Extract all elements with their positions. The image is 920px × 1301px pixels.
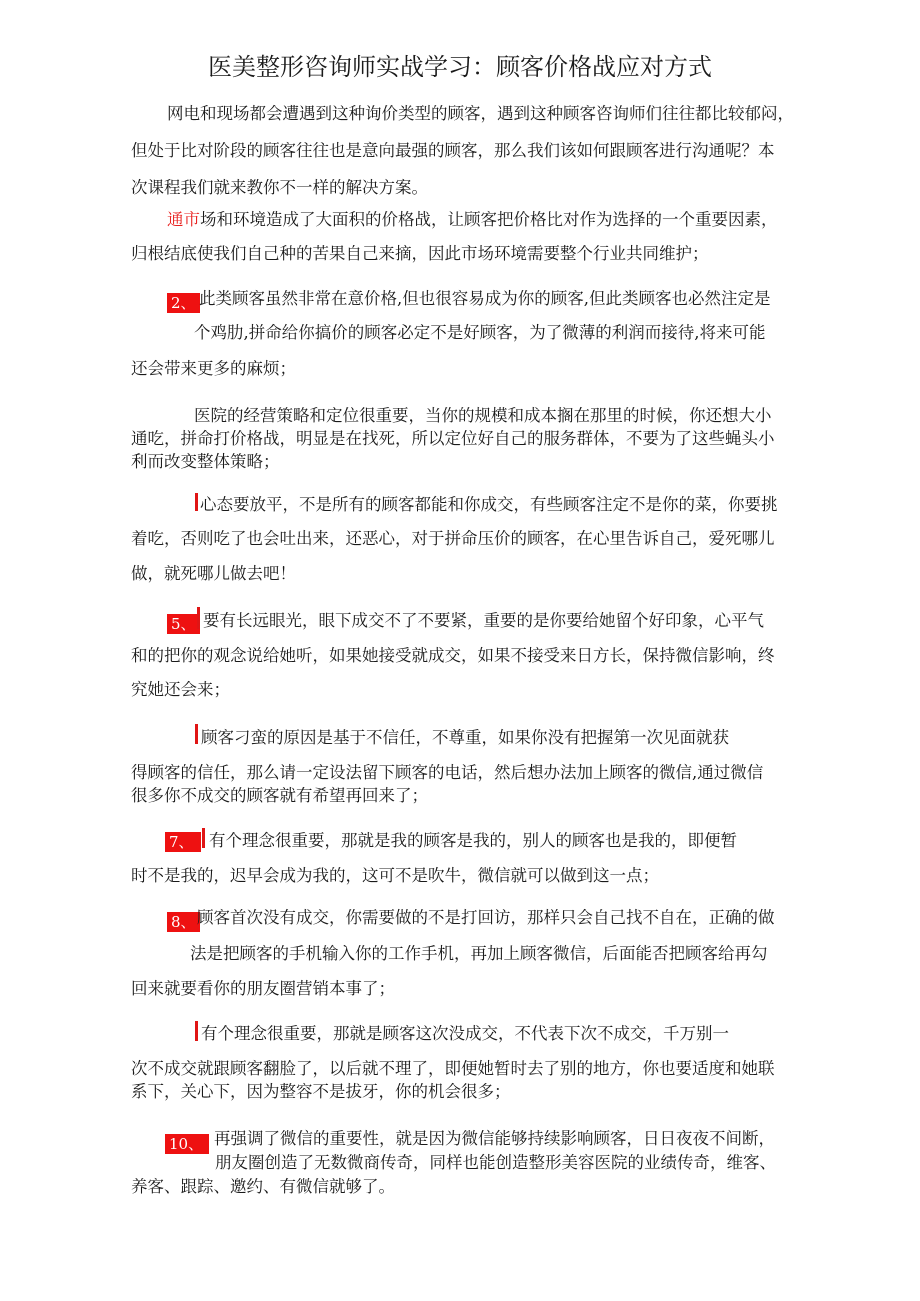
p10-line-2: 朋友圈创造了无数微商传奇，同样也能创造整形美容医院的业绩传奇，维客、 [215, 1153, 776, 1172]
p9-line-1: 有个理念很重要，那就是顾客这次没成交，不代表下次不成交，千万别一 [201, 1024, 729, 1043]
p2-line-2: 个鸡肋,拼命给你搞价的顾客必定不是好顾客，为了微薄的利润而接待,将来可能 [194, 323, 766, 342]
p5-line-2: 和的把你的观念说给她听，如果她接受就成交，如果不接受来日方长，保持微信影响，终 [131, 646, 775, 665]
intro-line-3: 次课程我们就来教你不一样的解决方案。 [131, 178, 428, 197]
p7-marker [202, 828, 205, 848]
p3-line-1: 医院的经营策略和定位很重要，当你的规模和成本搁在那里的时候，你还想大小 [194, 406, 772, 425]
p10-line-1: 再强调了微信的重要性，就是因为微信能够持续影响顾客，日日夜夜不间断， [214, 1129, 775, 1148]
p6-line-3: 很多你不成交的顾客就有希望再回来了； [131, 786, 428, 805]
p9-line-3: 系下，关心下，因为整容不是拔牙，你的机会很多； [131, 1082, 511, 1101]
page-title: 医美整形咨询师实战学习：顾客价格战应对方式 [208, 53, 712, 81]
p5-badge: 5、 [167, 614, 200, 634]
p8-line-3: 回来就要看你的朋友圈营销本事了； [131, 979, 395, 998]
p4-line-1: 心态要放平，不是所有的顾客都能和你成交，有些顾客注定不是你的菜，你要挑 [200, 495, 778, 514]
p2-line-1: 此类顾客虽然非常在意价格,但也很容易成为你的顾客,但此类顾客也必然注定是 [199, 289, 771, 308]
intro-line-2: 但处于比对阶段的顾客往往也是意向最强的顾客，那么我们该如何跟顾客进行沟通呢？本 [131, 141, 775, 160]
p7-badge: 7、 [165, 832, 201, 852]
p9-marker [195, 1021, 198, 1041]
p1-line-1 [167, 212, 778, 229]
p8-badge: 8、 [167, 912, 200, 932]
p7-line-2: 时不是我的，迟早会成为我的，这可不是吹牛，微信就可以做到这一点； [131, 866, 659, 885]
p8-line-2: 法是把顾客的手机输入你的工作手机，再加上顾客微信，后面能否把顾客给再勾 [190, 944, 768, 963]
p6-line-1: 顾客刁蛮的原因是基于不信任，不尊重，如果你没有把握第一次见面就获 [201, 728, 729, 747]
p1-line-1-text: 场和环境造成了大面积的价格战，让顾客把价格比对作为选择的一个重要因素， [200, 210, 778, 229]
p1-line-2: 归根结底使我们自己种的苦果自己来摘，因此市场环境需要整个行业共同维护； [131, 244, 709, 263]
p2-badge: 2、 [167, 293, 200, 313]
p5-marker [197, 607, 200, 629]
p10-badge: 10、 [165, 1134, 209, 1154]
p4-marker [195, 493, 198, 511]
p9-line-2: 次不成交就跟顾客翻脸了，以后就不理了，即便她暂时去了别的地方，你也要适度和她联 [131, 1059, 775, 1078]
p4-line-2: 着吃，否则吃了也会吐出来，还恶心，对于拼命压价的顾客，在心里告诉自己，爱死哪儿 [131, 529, 775, 548]
p10-line-3: 养客、跟踪、邀约、有微信就够了。 [131, 1177, 395, 1196]
p6-marker [195, 724, 198, 744]
p5-line-1: 要有长远眼光，眼下成交不了不要紧，重要的是你要给她留个好印象，心平气 [203, 611, 764, 630]
p8-line-1: 顾客首次没有成交，你需要做的不是打回访，那样只会自己找不自在，正确的做 [197, 908, 775, 927]
p1-red-prefix: 通市 [167, 210, 200, 229]
p6-line-2: 得顾客的信任，那么请一定设法留下顾客的电话，然后想办法加上顾客的微信,通过微信 [131, 763, 764, 782]
intro-line-1: 网电和现场都会遭遇到这种询价类型的顾客，遇到这种顾客咨询师们往往都比较郁闷， [167, 104, 794, 123]
p4-line-3: 做，就死哪儿做去吧！ [131, 564, 296, 583]
p3-line-2: 通吃，拼命打价格战，明显是在找死，所以定位好自己的服务群体，不要为了这些蝇头小 [131, 429, 775, 448]
p7-line-1: 有个理念很重要，那就是我的顾客是我的，别人的顾客也是我的，即便暂 [209, 831, 737, 850]
p3-line-3: 利而改变整体策略； [131, 452, 280, 471]
p2-line-3: 还会带来更多的麻烦； [131, 359, 296, 378]
p5-line-3: 究她还会来； [131, 680, 230, 699]
